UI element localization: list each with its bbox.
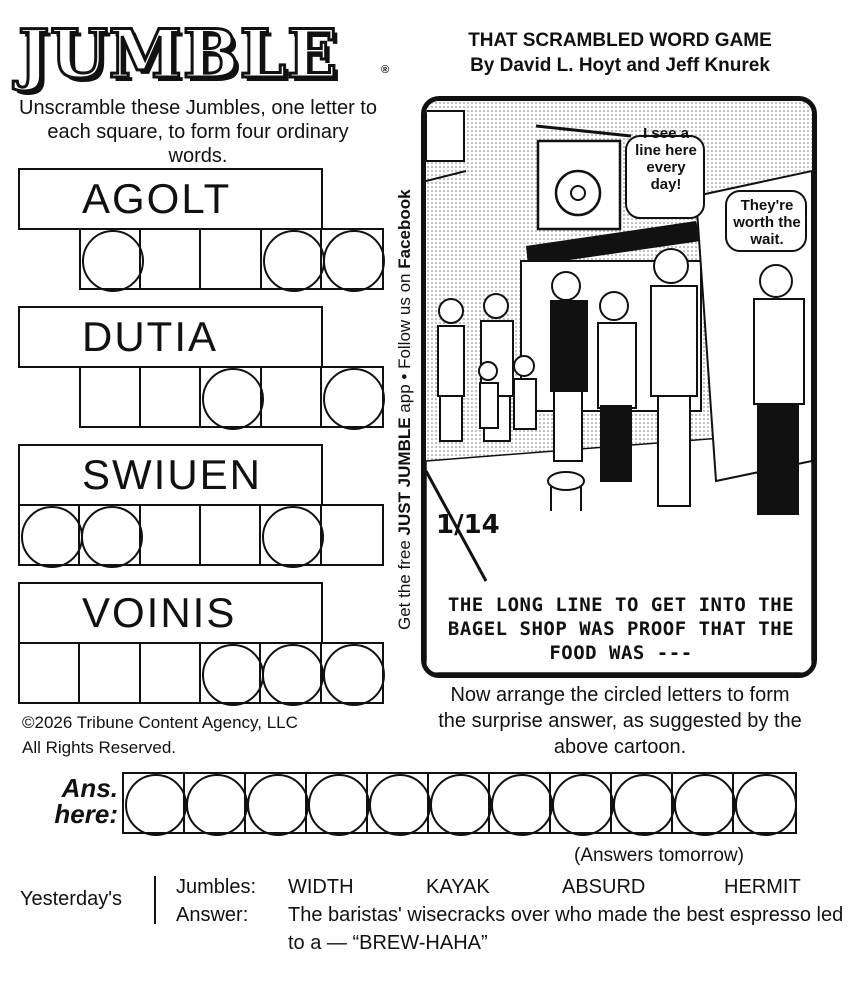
speech-bubble-right: They're worth the wait.: [733, 197, 801, 248]
yesterday-label: Yesterday's: [20, 888, 123, 910]
yesterday-jumbles: [176, 874, 826, 900]
answer-squares: [122, 772, 797, 834]
letter-square[interactable]: [141, 368, 201, 426]
letter-squares: [18, 504, 384, 566]
circled-letter-square[interactable]: [261, 644, 321, 702]
promo-sidebar: [394, 150, 416, 630]
answer-label: [30, 775, 118, 827]
letter-squares: [18, 642, 384, 704]
answers-tomorrow-note: (Answers tomorrow): [574, 845, 744, 866]
cartoon-caption: THE LONG LINE TO GET INTO THE BAGEL SHOP WAS PROOF THAT THE FOOD WAS ---: [447, 594, 795, 664]
circled-letter-square[interactable]: [322, 644, 382, 702]
answer-square[interactable]: [185, 774, 246, 832]
answer-square[interactable]: [307, 774, 368, 832]
cartoon-date: 1/14: [436, 510, 500, 540]
answer-square[interactable]: [490, 774, 551, 832]
yesterday-jumble-word: WIDTH: [288, 876, 354, 898]
yesterday-jumble-word: ABSURD: [562, 876, 646, 898]
letter-square[interactable]: [201, 506, 261, 564]
yesterday-divider: [154, 876, 156, 924]
cartoon-illustration: [426, 101, 812, 673]
answer-square[interactable]: [734, 774, 795, 832]
answer-square[interactable]: [612, 774, 673, 832]
circled-letter-square[interactable]: [262, 230, 322, 288]
copyright: [22, 710, 298, 760]
answer-label-line-2: here:: [54, 799, 118, 829]
answer-label-line-1: Ans.: [61, 773, 118, 803]
circled-letter-square[interactable]: [201, 368, 261, 426]
scrambled-word: VOINIS: [18, 582, 323, 644]
instructions: Unscramble these Jumbles, one letter to each square, to form four ordinary words.: [19, 97, 377, 167]
puzzle-3: [18, 444, 384, 564]
puzzle-4: [18, 582, 384, 702]
yesterday-jumbles-label: Jumbles:: [176, 876, 257, 898]
letter-square[interactable]: [20, 644, 80, 702]
letter-square[interactable]: [141, 644, 201, 702]
circled-letter-square[interactable]: [322, 368, 382, 426]
letter-square[interactable]: [81, 368, 141, 426]
tagline-title: THAT SCRAMBLED WORD GAME: [468, 30, 772, 51]
scrambled-word: SWIUEN: [18, 444, 323, 506]
letter-squares: [79, 366, 384, 428]
byline: By David L. Hoyt and Jeff Knurek: [470, 55, 770, 76]
promo-social-link[interactable]: Facebook: [395, 189, 414, 269]
circled-letter-square[interactable]: [201, 644, 261, 702]
cartoon-panel: [421, 96, 817, 678]
letter-square[interactable]: [80, 644, 140, 702]
yesterday-answer-label: Answer:: [176, 904, 249, 926]
puzzle-2: [18, 306, 384, 426]
letter-square[interactable]: [141, 506, 201, 564]
circled-letter-square[interactable]: [81, 230, 141, 288]
arrange-instructions: Now arrange the circled letters to form the surprise answer, as suggested by the above cartoon.: [438, 684, 802, 758]
letter-square[interactable]: [141, 230, 201, 288]
letter-square[interactable]: [262, 368, 322, 426]
scrambled-word: DUTIA: [18, 306, 323, 368]
speech-bubble-left: I see a line here every day!: [635, 125, 697, 193]
answer-square[interactable]: [124, 774, 185, 832]
letter-square[interactable]: [322, 506, 382, 564]
jumble-logo: [18, 15, 398, 93]
header-tagline: [420, 28, 820, 78]
promo-mid: app • Follow us on: [395, 268, 414, 418]
registered-mark: ®: [381, 64, 390, 76]
promo-app-name[interactable]: JUST JUMBLE: [395, 417, 414, 536]
yesterday-jumble-word: HERMIT: [724, 876, 801, 898]
circled-letter-square[interactable]: [20, 506, 80, 564]
scrambled-word: AGOLT: [18, 168, 323, 230]
copyright-line-2: All Rights Reserved.: [22, 738, 177, 757]
yesterday-answer-text: The baristas' wisecracks over who made the best espresso led to a — “BREW-HAHA”: [288, 904, 844, 954]
letter-squares: [79, 228, 384, 290]
copyright-line-1: ©2026 Tribune Content Agency, LLC: [22, 713, 298, 732]
logo-wordmark: JUMBLE: [18, 15, 339, 93]
yesterday-jumble-word: KAYAK: [426, 876, 490, 898]
answer-square[interactable]: [673, 774, 734, 832]
answer-square[interactable]: [551, 774, 612, 832]
promo-pre: Get the free: [395, 535, 414, 630]
puzzle-1: [18, 168, 384, 288]
circled-letter-square[interactable]: [80, 506, 140, 564]
answer-square[interactable]: [429, 774, 490, 832]
circled-letter-square[interactable]: [322, 230, 382, 288]
answer-square[interactable]: [246, 774, 307, 832]
letter-square[interactable]: [201, 230, 261, 288]
answer-square[interactable]: [368, 774, 429, 832]
circled-letter-square[interactable]: [261, 506, 321, 564]
